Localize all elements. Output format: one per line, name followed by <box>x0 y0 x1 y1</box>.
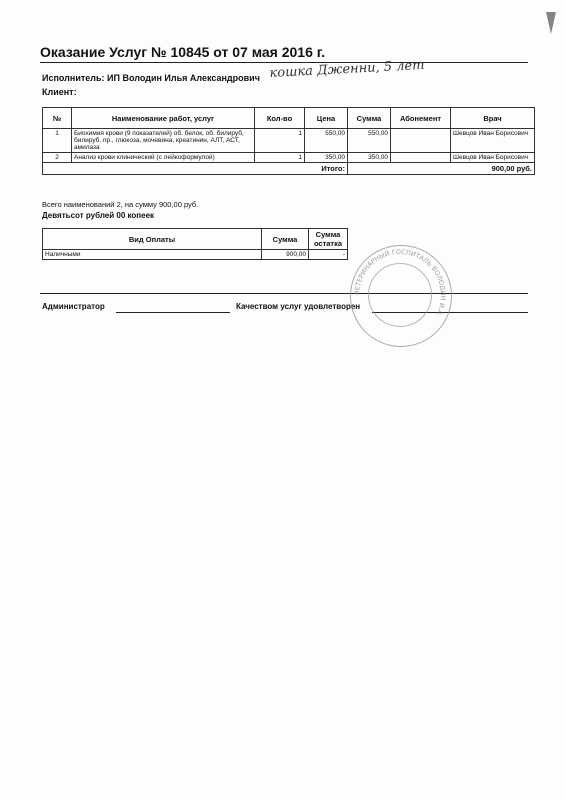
col-payment-type: Вид Оплаты <box>43 229 262 250</box>
col-price: Цена <box>305 108 348 129</box>
payment-header-row <box>43 229 348 250</box>
row-price: 350,00 <box>305 153 348 163</box>
total-row <box>43 163 535 175</box>
svg-text:ВЕТЕРИНАРНЫЙ ГОСПИТАЛЬ ВОЛОДИН <box>353 248 447 318</box>
quality-label: Качеством услуг удовлетворен <box>236 302 361 311</box>
stamp-text-ring <box>350 245 450 345</box>
scan-corner-mark <box>546 12 556 34</box>
row-name: Биохимия крови (9 показателей) об. белок, об. билируб, билируб. пр., глюкоза, мочевина, креатинин, АЛТ, АСТ, амилаза <box>72 129 255 153</box>
total-value: 900,00 руб. <box>348 163 535 175</box>
services-table <box>42 107 535 175</box>
row-num: 2 <box>43 153 72 163</box>
clinic-stamp <box>350 245 452 347</box>
row-subscription <box>391 129 451 153</box>
row-name: Анализ крови клинический (с лейкоформулой) <box>72 153 255 163</box>
payment-type: Наличными <box>43 250 262 260</box>
admin-signature-line <box>116 312 230 313</box>
summary-count: Всего наименований 2, на сумму 900,00 руб. <box>42 200 199 209</box>
col-name: Наименование работ, услуг <box>72 108 255 129</box>
footer-divider <box>40 293 528 294</box>
admin-label: Администратор <box>42 302 105 311</box>
executor-value: ИП Володин Илья Александрович <box>107 73 260 83</box>
row-doctor: Шевцов Иван Борисович <box>451 129 535 153</box>
row-price: 550,00 <box>305 129 348 153</box>
stamp-text: ВЕТЕРИНАРНЫЙ ГОСПИТАЛЬ ВОЛОДИН И.А. <box>352 247 448 318</box>
table-row <box>43 129 535 153</box>
col-payment-sum: Сумма <box>262 229 309 250</box>
row-doctor: Шевцов Иван Борисович <box>451 153 535 163</box>
row-subscription <box>391 153 451 163</box>
summary-words: Девятьсот рублей 00 копеек <box>42 211 155 220</box>
payment-rest: - <box>309 250 348 260</box>
col-doctor: Врач <box>451 108 535 129</box>
services-header-row <box>43 108 535 129</box>
col-subscription: Абонемент <box>391 108 451 129</box>
client-handwritten-note: кошка Дженни, 5 лет <box>269 57 425 81</box>
title-divider <box>40 62 528 63</box>
row-sum: 350,00 <box>348 153 391 163</box>
total-label: Итого: <box>43 163 348 175</box>
executor-line <box>42 73 260 83</box>
payment-table <box>42 228 348 260</box>
col-payment-rest: Сумма остатка <box>309 229 348 250</box>
executor-label: Исполнитель: <box>42 73 105 83</box>
table-row <box>43 153 535 163</box>
col-sum: Сумма <box>348 108 391 129</box>
document-title: Оказание Услуг № 10845 от 07 мая 2016 г. <box>40 44 326 60</box>
row-qty: 1 <box>255 129 305 153</box>
table-row <box>43 250 348 260</box>
row-sum: 550,00 <box>348 129 391 153</box>
client-label: Клиент: <box>42 87 77 97</box>
payment-sum: 900,00 <box>262 250 309 260</box>
col-num: № <box>43 108 72 129</box>
row-qty: 1 <box>255 153 305 163</box>
row-num: 1 <box>43 129 72 153</box>
col-qty: Кол-во <box>255 108 305 129</box>
